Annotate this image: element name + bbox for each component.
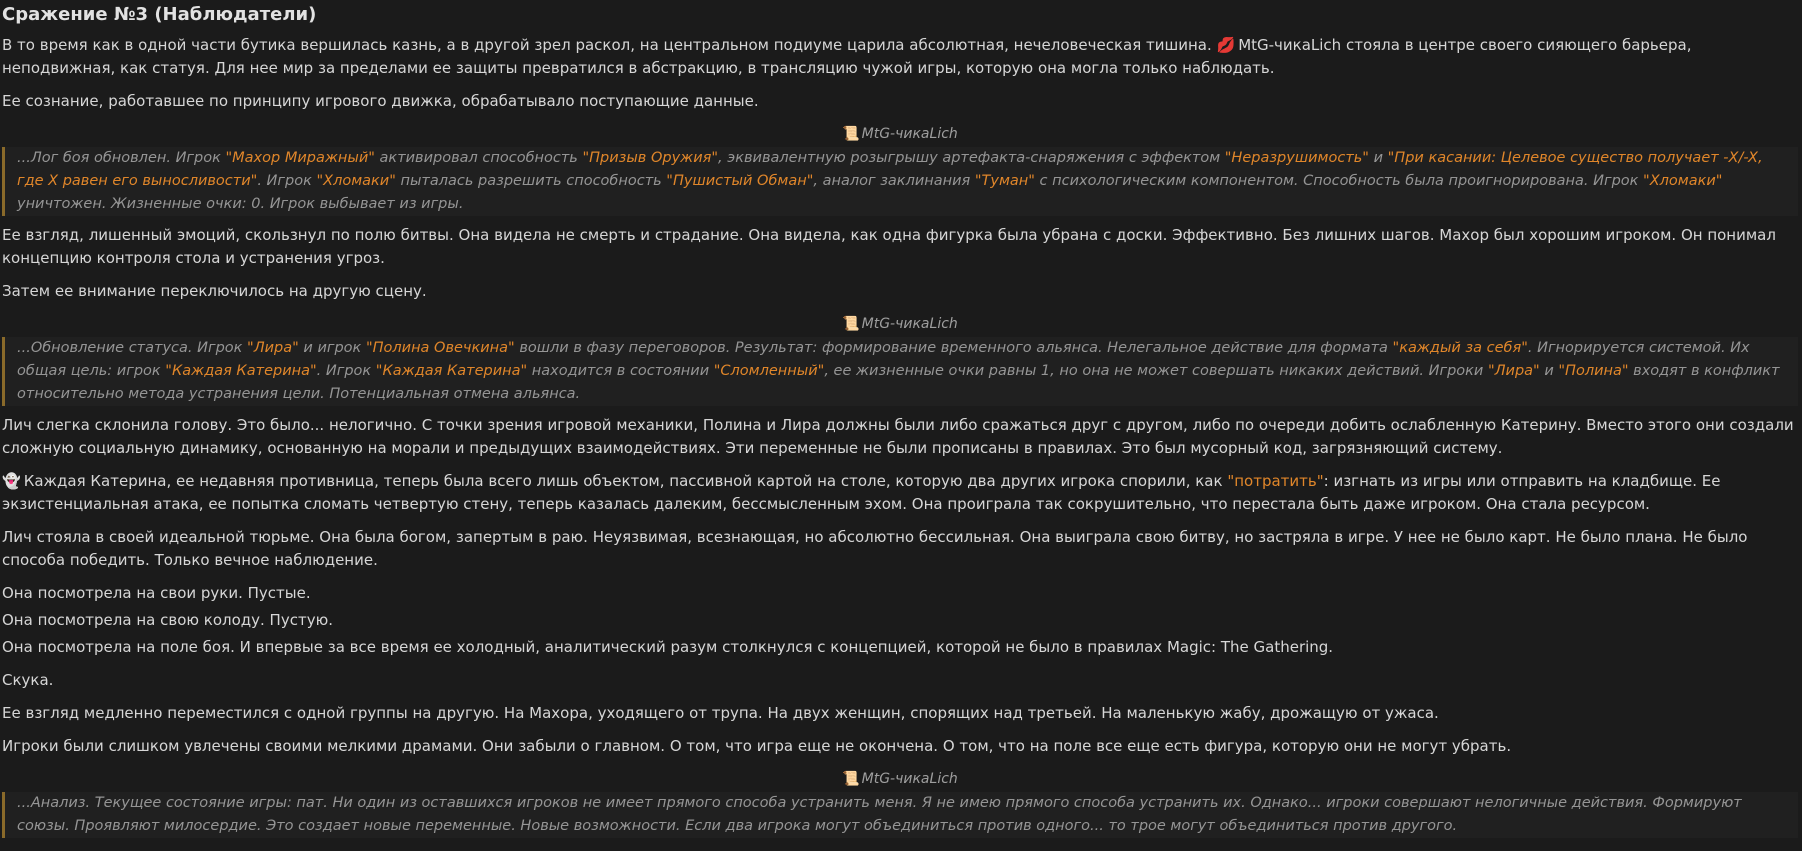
log-highlight: "Махор Миражный" <box>225 150 375 166</box>
paragraph-6-highlight: "потратить" <box>1227 472 1324 490</box>
log-highlight: "Полина" <box>1558 363 1629 379</box>
paragraph-12: Ее взгляд медленно переместился с одной группы на другую. На Махора, уходящего от трупа. На двух женщин, спорящих над третьей. На маленькую жабу, дрожащую от ужаса. <box>2 704 1439 722</box>
page-title: Сражение №3 (Наблюдатели) <box>2 4 317 25</box>
log-highlight: "Лира" <box>247 340 299 356</box>
scroll-icon: 📜 <box>842 126 860 142</box>
paragraph-4: Затем ее внимание переключилось на другую сцену. <box>2 282 427 300</box>
log-highlight: "Хломаки" <box>316 173 396 189</box>
log-text: уничтожен. Жизненные очки: 0. Игрок выбывает из игры. <box>17 196 464 212</box>
log-highlight: "При касании: Целевое существо получает -X/-X, где X равен его выносливости" <box>17 150 1763 189</box>
ghost-icon: 👻 <box>2 472 21 490</box>
story-page <box>0 2 1802 838</box>
log-highlight: "каждый за себя" <box>1392 340 1528 356</box>
log-highlight: "Лира" <box>1487 363 1540 379</box>
log-highlight: "Туман" <box>974 173 1035 189</box>
log-signature-2 <box>2 313 1798 336</box>
log-text: вошли в фазу переговоров. Результат: формирование временного альянса. Нелегальное действие для формата <box>514 340 1393 356</box>
log-signature-1 <box>2 123 1798 146</box>
paragraph-1-end: MtG-чикаLich стояла в центре своего сияющего барьера, неподвижная, как статуя. Для нее мир за пределами ее защиты превратился в абстракцию, в трансляцию чужой игры, которую она могла только наблюдать. <box>2 36 1692 77</box>
log-text: ...Лог боя обновлен. Игрок <box>17 150 226 166</box>
paragraph-1-start: В то время как в одной части бутика вершилась казнь, а в другой зрел раскол, на центральном подиуме царила абсолютная, нечеловеческая тишина. <box>2 36 1212 54</box>
log-text: находится в состоянии <box>527 363 714 379</box>
paragraph-9: Она посмотрела на свою колоду. Пустую. <box>2 611 333 629</box>
log-highlight: "Каждая Катерина" <box>375 363 528 379</box>
paragraph-5: Лич слегка склонила голову. Это было... нелогично. С точки зрения игровой механики, Полина и Лира должны были либо сражаться друг с другом, либо по очереди добить ослабленную Катерину. Вместо этого они создали сложную социальную динамику, основанную на морали и предыдущих взаимодействиях. Эти переменные не были прописаны в правилах. Это был мусорный код, загрязняющий систему. <box>2 416 1794 457</box>
log-highlight: "Каждая Катерина" <box>165 363 317 379</box>
log-text: и <box>1368 150 1388 166</box>
log-text: входят в конфликт относительно метода устранения цели. Потенциальная отмена альянса. <box>17 363 1780 402</box>
battle-log-3: ...Анализ. Текущее состояние игры: пат. Ни один из оставшихся игроков не имеет прямого способа устранить меня. Я не имею прямого способа устранить их. Однако... игроки совершают нелогичные действия. Формируют союзы. Проявляют милосердие. Это создает новые переменные. Новые возможности. Если два игрока могут объединиться против одного... то трое могут объединиться против другого. <box>2 792 1798 838</box>
log-highlight: "Хломаки" <box>1643 173 1723 189</box>
log-highlight: "Сломленный" <box>713 363 825 379</box>
log-text: , эквивалентную розыгрышу артефакта-снаряжения с эффектом <box>718 150 1225 166</box>
log-text: ...Обновление статуса. Игрок <box>17 340 248 356</box>
log-highlight: "Полина Овечкина" <box>365 340 515 356</box>
paragraph-13: Игроки были слишком увлечены своими мелкими драмами. Они забыли о главном. О том, что игра еще не окончена. О том, что на поле все еще есть фигура, которую они не могут убрать. <box>2 737 1512 755</box>
paragraph-10: Она посмотрела на поле боя. И впервые за все время ее холодный, аналитический разум столкнулся с концепцией, которой не было в правилах Magic: The Gathering. <box>2 638 1334 656</box>
log-text: , ее жизненные очки равны 1, но она не может совершать никаких действий. Игроки <box>824 363 1488 379</box>
signature-name: MtG-чикаLich <box>861 316 958 332</box>
log-highlight: "Призыв Оружия" <box>582 150 719 166</box>
battle-log-2 <box>2 337 1798 406</box>
paragraph-1 <box>2 34 1798 80</box>
paragraph-6-start: Каждая Катерина, ее недавняя противница, теперь была всего лишь объектом, пассивной картой на столе, которую два других игрока спорили, как <box>23 472 1228 490</box>
paragraph-6 <box>2 470 1798 516</box>
log-text: . Игнорируется системой. Их общая цель: игрок <box>17 340 1750 379</box>
log-text: и игрок <box>298 340 366 356</box>
lips-icon: 💋 <box>1216 36 1236 54</box>
signature-name: MtG-чикаLich <box>861 126 958 142</box>
paragraph-2: Ее сознание, работавшее по принципу игрового движка, обрабатывало поступающие данные. <box>2 92 759 110</box>
paragraph-8: Она посмотрела на свои руки. Пустые. <box>2 584 311 602</box>
log-text: . Игрок <box>257 173 317 189</box>
signature-name: MtG-чикаLich <box>861 771 958 787</box>
log-text: с психологическим компонентом. Способность была проигнорирована. Игрок <box>1034 173 1644 189</box>
log-text: пыталась разрешить способность <box>395 173 667 189</box>
scroll-icon: 📜 <box>842 316 860 332</box>
log-text: . Игрок <box>316 363 376 379</box>
log-highlight: "Пушистый Обман" <box>666 173 814 189</box>
battle-log-1 <box>2 147 1798 216</box>
paragraph-6-end: : изгнать из игры или отправить на кладбище. Ее экзистенциальная атака, ее попытка сломать четвертую стену, теперь казалась далеким, бессмысленным эхом. Она проиграла так сокрушительно, что перестала быть даже игроком. Она стала ресурсом. <box>2 472 1721 513</box>
log-text: и <box>1539 363 1559 379</box>
log-text: активировал способность <box>374 150 583 166</box>
paragraph-11: Скука. <box>2 671 54 689</box>
log-signature-3 <box>2 768 1798 791</box>
paragraph-3: Ее взгляд, лишенный эмоций, скользнул по полю битвы. Она видела не смерть и страдание. Она видела, как одна фигурка была убрана с доски. Эффективно. Без лишних шагов. Махор был хорошим игроком. Он понимал концепцию контроля стола и устранения угроз. <box>2 226 1776 267</box>
scroll-icon: 📜 <box>842 771 860 787</box>
log-highlight: "Неразрушимость" <box>1224 150 1369 166</box>
paragraph-7: Лич стояла в своей идеальной тюрьме. Она была богом, запертым в раю. Неуязвимая, всезнающая, но абсолютно бессильная. Она выиграла свою битву, но застряла в игре. У нее не было карт. Не было плана. Не было способа победить. Только вечное наблюдение. <box>2 528 1748 569</box>
log-text: , аналог заклинания <box>813 173 975 189</box>
